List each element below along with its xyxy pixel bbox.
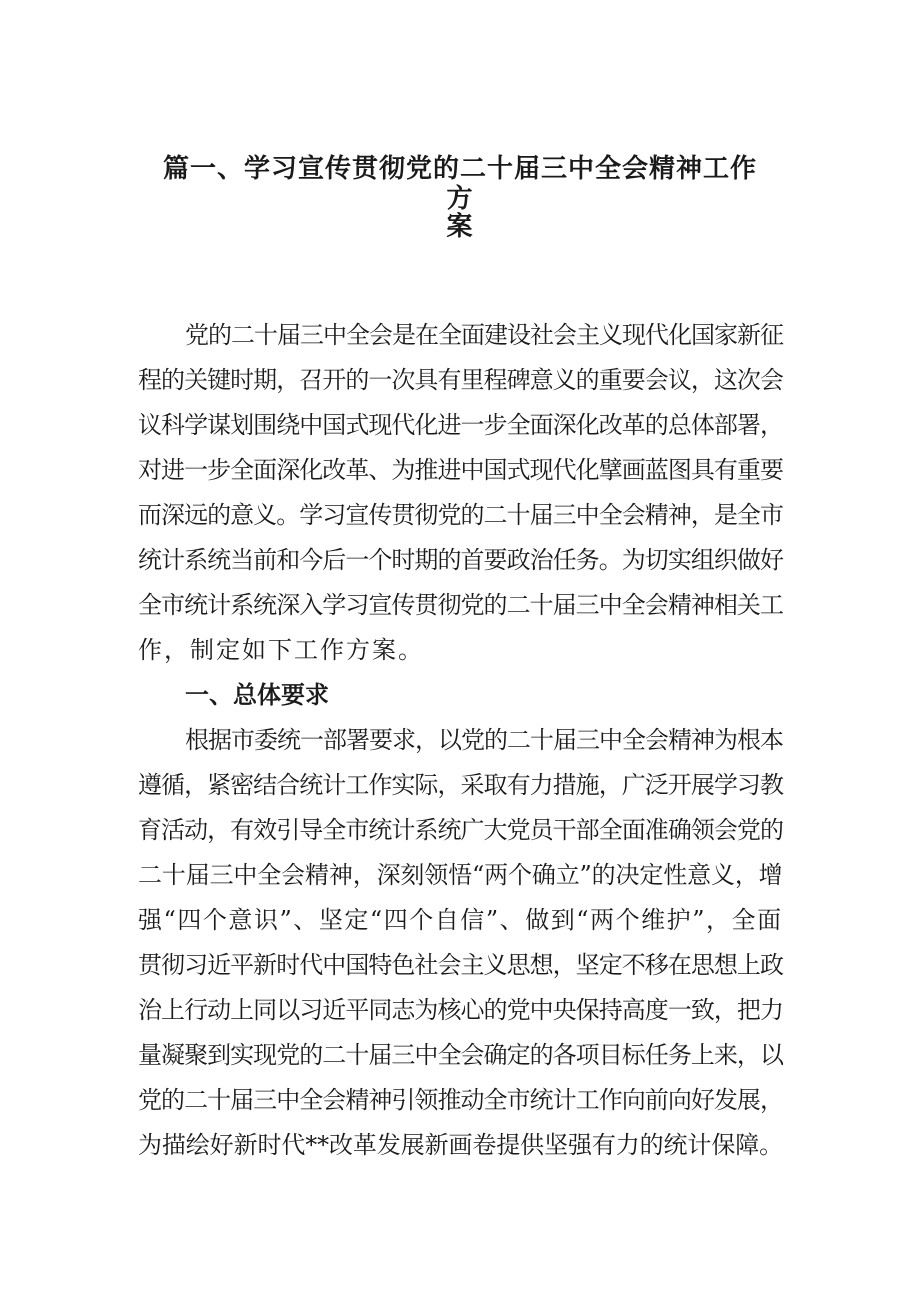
intro-line: 党的二十届三中全会是在全面建设社会主义现代化国家新征 — [185, 321, 783, 349]
section-line: 量凝聚到实现党的二十届三中全会确定的各项目标任务上来，以 — [138, 1041, 784, 1069]
section-line: 贯彻习近平新时代中国特色社会主义思想，坚定不移在思想上政 — [138, 951, 784, 979]
intro-line: 议科学谋划围绕中国式现代化进一步全面深化改革的总体部署， — [138, 411, 784, 439]
section-line: 党的二十届三中全会精神引领推动全市统计工作向前向好发展， — [138, 1086, 784, 1114]
section-heading: 一、总体要求 — [185, 681, 329, 709]
section-line: 根据市委统一部署要求，以党的二十届三中全会精神为根本 — [185, 726, 783, 754]
intro-line: 全市统计系统深入学习宣传贯彻党的二十届三中全会精神相关工 — [138, 591, 784, 619]
intro-line: 作，制定如下工作方案。 — [138, 636, 424, 664]
intro-line: 而深远的意义。学习宣传贯彻党的二十届三中全会精神，是全市 — [138, 501, 784, 529]
section-line: 遵循，紧密结合统计工作实际，采取有力措施，广泛开展学习教 — [138, 771, 784, 799]
section-line: 治上行动上同以习近平同志为核心的党中央保持高度一致，把力 — [138, 996, 784, 1024]
document-title-line-2: 案 — [446, 212, 474, 242]
section-line: 二十届三中全会精神，深刻领悟“两个确立”的决定性意义，增 — [138, 861, 783, 889]
intro-line: 统计系统当前和今后一个时期的首要政治任务。为切实组织做好 — [138, 546, 784, 574]
section-line: 强“四个意识”、坚定“四个自信”、做到“两个维护”，全面 — [138, 906, 783, 934]
section-line: 为描绘好新时代**改革发展新画卷提供坚强有力的统计保障。 — [138, 1131, 784, 1159]
intro-line: 对进一步全面深化改革、为推进中国式现代化擘画蓝图具有重要 — [138, 456, 784, 484]
section-line: 育活动，有效引导全市统计系统广大党员干部全面准确领会党的 — [138, 816, 784, 844]
intro-line: 程的关键时期，召开的一次具有里程碑意义的重要会议，这次会 — [138, 366, 784, 394]
document-title-line-1: 篇一、学习宣传贯彻党的二十届三中全会精神工作方 — [162, 154, 757, 214]
